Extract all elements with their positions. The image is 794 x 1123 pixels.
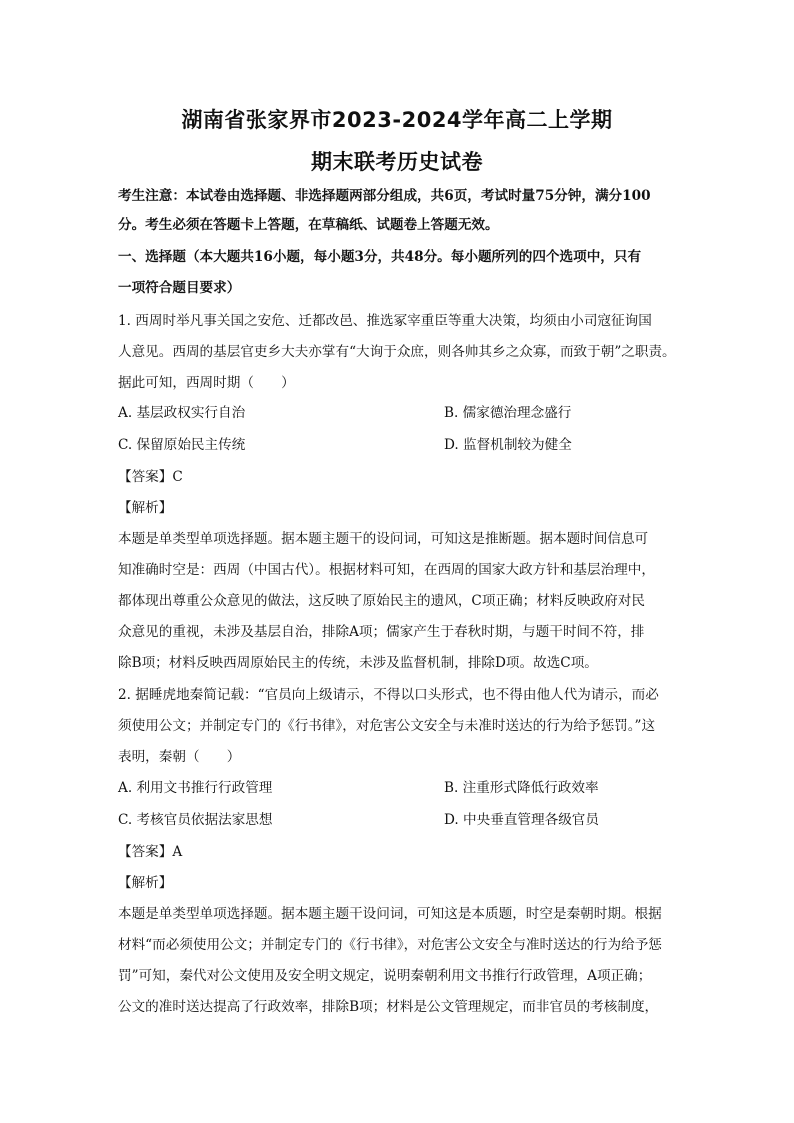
notice-line-1: 考生注意：本试卷由选择题、非选择题两部分组成，共6页，考试时量75分钟，满分100: [118, 188, 651, 204]
exam-title-line2: 期末联考历史试卷: [311, 150, 483, 174]
q2-analysis-line: 本题是单类型单项选择题。据本题主题干设问词，可知这是本质题，时空是秦朝时期。根据: [118, 906, 662, 922]
q2-option-c: C. 考核官员依据法家思想: [118, 812, 273, 828]
q1-analysis-line: 都体现出尊重公众意见的做法，这反映了原始民主的遗风，C项正确；材料反映政府对民: [118, 593, 645, 609]
q1-stem-line: 人意见。西周的基层官吏乡大夫亦掌有“大询于众庶，则各帅其乡之众寡，而致于朝”之职责。: [118, 344, 676, 360]
q1-option-c: C. 保留原始民主传统: [118, 437, 246, 453]
q2-option-a: A. 利用文书推行行政管理: [118, 780, 273, 796]
q1-option-d: D. 监督机制较为健全: [444, 437, 572, 453]
q2-analysis-line: 材料“而必须使用公文；并制定专门的《行书律》，对危害公文安全与准时送达的行为给予惩: [118, 937, 662, 953]
q2-option-b: B. 注重形式降低行政效率: [444, 780, 599, 796]
q2-answer: 【答案】A: [118, 844, 183, 860]
q1-analysis-line: 除B项；材料反映西周原始民主的传统，未涉及监督机制，排除D项。故选C项。: [118, 655, 598, 671]
q2-stem-line: 表明，秦朝（ ）: [118, 749, 241, 765]
q1-stem-line: 据此可知，西周时期（ ）: [118, 375, 295, 391]
q1-analysis-line: 众意见的重视，未涉及基层自治，排除A项；儒家产生于春秋时期，与题干时间不符，排: [118, 624, 645, 640]
q1-option-b: B. 儒家德治理念盛行: [444, 405, 572, 421]
q1-analysis-label: 【解析】: [118, 500, 173, 516]
q1-answer: 【答案】C: [118, 469, 183, 485]
q1-option-a: A. 基层政权实行自治: [118, 405, 246, 421]
notice-line-2: 分。考生必须在答题卡上答题，在草稿纸、试题卷上答题无效。: [118, 217, 499, 233]
q2-analysis-line: 公文的准时送达提高了行政效率，排除B项；材料是公文管理规定，而非官员的考核制度，: [118, 999, 659, 1015]
q2-stem-line: 2. 据睡虎地秦简记载：“官员向上级请示，不得以口头形式，也不得由他人代为请示，而必: [118, 687, 659, 703]
q1-analysis-line: 知准确时空是：西周（中国古代）。根据材料可知，在西周的国家大政方针和基层治理中，: [118, 562, 655, 578]
q2-analysis-line: 罚”可知，秦代对公文使用及安全明文规定，说明秦朝利用文书推行行政管理，A项正确；: [118, 968, 652, 984]
q2-stem-line: 须使用公文；并制定专门的《行书律》，对危害公文安全与未准时送达的行为给予惩罚。”这: [118, 718, 656, 734]
q2-analysis-label: 【解析】: [118, 875, 173, 891]
q1-stem-line: 1. 西周时举凡事关国之安危、迁都改邑、推选冢宰重臣等重大决策，均须由小司寇征询国: [118, 313, 652, 329]
exam-title-line1: 湖南省张家界市2023-2024学年高二上学期: [181, 108, 613, 132]
section-heading-line-1: 一、选择题（本大题共16小题，每小题3分，共48分。每小题所列的四个选项中，只有: [118, 249, 642, 265]
q2-option-d: D. 中央垂直管理各级官员: [444, 812, 599, 828]
q1-analysis-line: 本题是单类型单项选择题。据本题主题干的设问词，可知这是推断题。据本题时间信息可: [118, 531, 649, 547]
section-heading-line-2: 一项符合题目要求）: [118, 280, 241, 296]
